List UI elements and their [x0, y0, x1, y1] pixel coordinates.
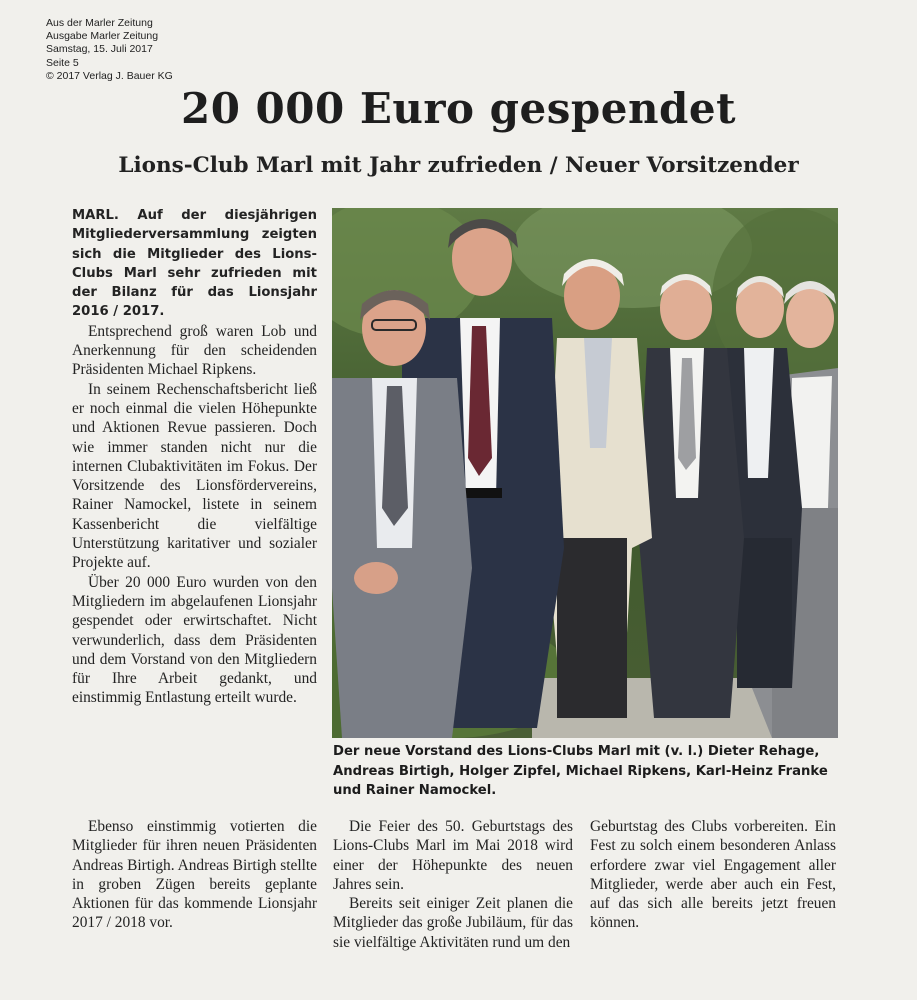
group-photo: [332, 208, 838, 738]
lead-paragraph: MARL. Auf der diesjährigen Mitgliederversammlung zeigten sich die Mitglieder des Lions-Clubs Marl sehr zufrieden mit der Bilanz für das Lionsjahr 2016 / 2017.: [72, 208, 317, 320]
body-paragraph: In seinem Rechenschaftsbericht ließ er noch einmal die vielen Höhepunkte und Aktionen Revue passieren. Doch wie immer standen nicht nur die internen Clubaktivitäten im Fokus. Der Vorsitzende des Lionsfördervereins, Rainer Namockel, listete in seinem Kassenbericht die vielfältige Unterstützung karitativer und sozialer Projekte auf.: [72, 380, 317, 572]
body-paragraph: Entsprechend groß waren Lob und Anerkennung für den scheidenden Präsidenten Michael Ripkens.: [72, 322, 317, 379]
article-column-1-bottom: [72, 817, 317, 933]
article-column-2: [333, 817, 573, 952]
body-paragraph: Ebenso einstimmig votierten die Mitglieder für ihren neuen Präsidenten Andreas Birtigh. Andreas Birtigh stellte in groben Zügen bereits geplante Aktionen für das kommende Lionsjahr 2017 / 2018 vor.: [72, 818, 317, 932]
body-paragraph: Bereits seit einiger Zeit planen die Mitglieder das große Jubiläum, für das sie vielfältige Aktivitäten rund um den: [333, 895, 573, 951]
source-line: Aus der Marler Zeitung: [46, 17, 153, 29]
body-paragraph: Die Feier des 50. Geburtstags des Lions-Clubs Marl im Mai 2018 wird einer der Höhepunkte des neuen Jahres sein.: [333, 818, 573, 893]
source-info: [46, 17, 173, 83]
article-column-3: [590, 817, 836, 933]
source-line: Seite 5: [46, 56, 79, 69]
source-line: Ausgabe Marler Zeitung: [46, 30, 159, 43]
photo-caption: Der neue Vorstand des Lions-Clubs Marl mit (v. l.) Dieter Rehage, Andreas Birtigh, Holger Zipfel, Michael Ripkens, Karl-Heinz Franke und Rainer Namockel.: [333, 744, 828, 798]
headline: 20 000 Euro gespendet: [180, 84, 737, 133]
subheadline: Lions-Club Marl mit Jahr zufrieden / Neuer Vorsitzender: [118, 153, 799, 178]
body-paragraph-continued: Geburtstag des Clubs vorbereiten. Ein Fest zu solch einem besonderen Anlass erfordere zwar viel Engagement aller Mitglieder, werde aber auch ein Fest, auf das sich alle bereits jetzt freuen können.: [590, 818, 836, 932]
source-line: Samstag, 15. Juli 2017: [46, 43, 153, 56]
body-paragraph: Über 20 000 Euro wurden von den Mitgliedern im abgelaufenen Lionsjahr gespendet oder erwirtschaftet. Nicht verwunderlich, dass dem Präsidenten und dem Vorstand von den Mitgliedern für Ihre Arbeit gedankt, und einstimmig Entlastung erteilt wurde.: [72, 573, 317, 707]
article-column-1: [72, 206, 317, 708]
source-line: © 2017 Verlag J. Bauer KG: [46, 69, 173, 82]
